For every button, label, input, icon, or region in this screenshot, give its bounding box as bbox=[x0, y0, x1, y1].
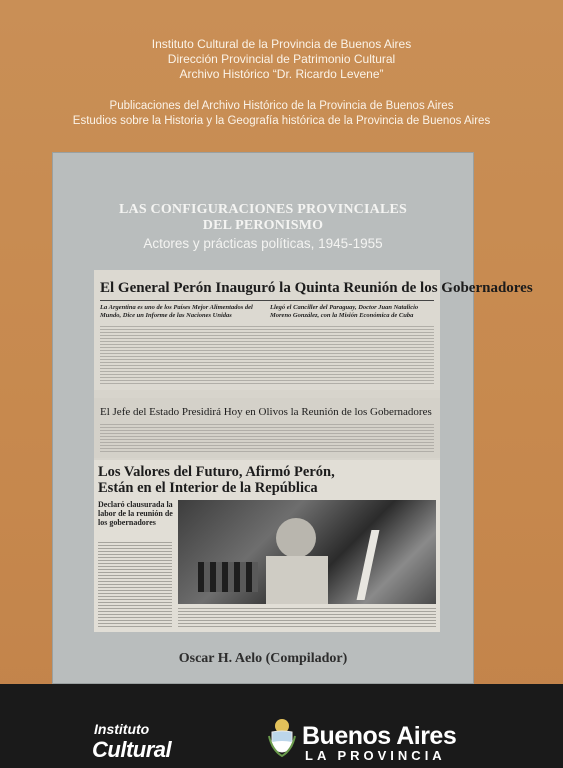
coat-of-arms-icon bbox=[266, 716, 298, 760]
institution-line-1: Instituto Cultural de la Provincia de Buenos Aires bbox=[151, 37, 412, 51]
buenos-aires-logo-small: LA PROVINCIA bbox=[305, 748, 446, 763]
photo-caption bbox=[178, 608, 436, 628]
headline-2: El Jefe del Estado Presidirá Hoy en Olivos la Reunión de los Gobernadores bbox=[100, 406, 432, 418]
headline-1: El General Perón Inauguró la Quinta Reunión de los Gobernadores bbox=[100, 280, 533, 296]
institution-line-2: Dirección Provincial de Patrimonio Cultural bbox=[167, 52, 396, 66]
instituto-cultural-logo-big: Cultural bbox=[92, 737, 172, 762]
instituto-cultural-logo-small: Instituto bbox=[94, 721, 150, 737]
subhead-1a: La Argentina es uno de los Países Mejor Alimentados del Mundo, Dice un Informe de las Naciones Unidas bbox=[100, 304, 253, 319]
clipping-bottom bbox=[94, 460, 440, 632]
press-photo bbox=[178, 500, 436, 604]
cover-panel bbox=[52, 152, 533, 684]
figure bbox=[266, 556, 328, 604]
book-title-line-2: DEL PERONISMO bbox=[202, 218, 324, 233]
rule bbox=[100, 300, 434, 301]
subhead-3: Declaró clausurada la labor de la reunión de los gobernadores bbox=[98, 500, 173, 527]
subhead-1b: Llegó el Canciller del Paraguay, Doctor Juan Natalicio Moreno González, con la Misión Económica de Cuba bbox=[270, 304, 419, 319]
newspaper-collage bbox=[94, 270, 533, 632]
text-columns bbox=[100, 326, 434, 384]
clipping-top bbox=[94, 270, 533, 390]
headline-3-line-2: Están en el Interior de la República bbox=[98, 480, 318, 496]
text-columns bbox=[98, 542, 172, 628]
book-author: Oscar H. Aelo (Compilador) bbox=[178, 651, 348, 666]
institution-line-3: Archivo Histórico “Dr. Ricardo Levene” bbox=[179, 67, 384, 81]
book-subtitle: Actores y prácticas políticas, 1945-1955 bbox=[143, 236, 383, 251]
figure bbox=[276, 518, 316, 558]
buenos-aires-logo-big: Buenos Aires bbox=[302, 722, 457, 750]
crowd bbox=[198, 562, 258, 592]
text-columns bbox=[100, 424, 434, 454]
series-line-2: Estudios sobre la Historia y la Geografía histórica de la Provincia de Buenos Aires bbox=[72, 115, 491, 127]
clipping-middle bbox=[94, 398, 440, 458]
book-title-line-1: LAS CONFIGURACIONES PROVINCIALES bbox=[119, 202, 407, 217]
flag bbox=[357, 530, 380, 600]
headline-3-line-1: Los Valores del Futuro, Afirmó Perón, bbox=[98, 464, 335, 480]
series-line-1: Publicaciones del Archivo Histórico de la Provincia de Buenos Aires bbox=[109, 100, 454, 112]
